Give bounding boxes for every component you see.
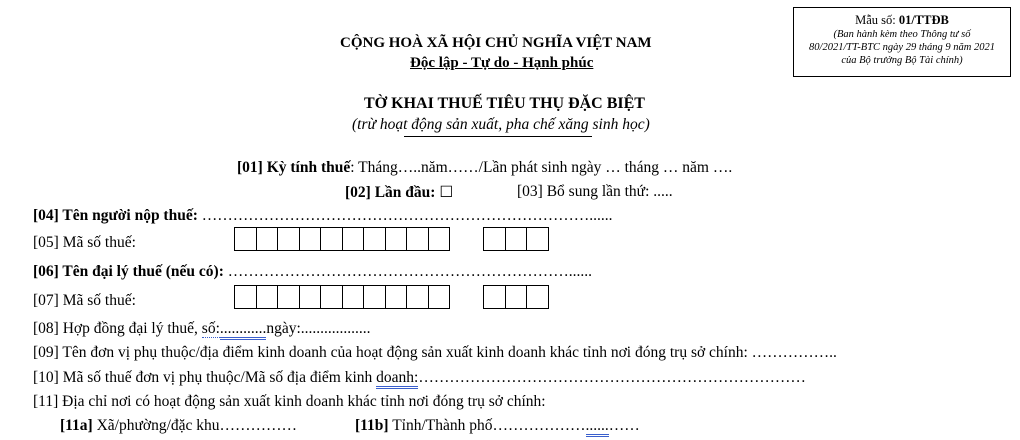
supplement-line: [03] Bổ sung lần thứ: ..... <box>517 183 673 200</box>
taxpayer-name-field[interactable]: …………………………………………………………………...... <box>201 207 613 224</box>
agent-name-field[interactable]: …………………………………………………………...... <box>227 263 593 280</box>
province-field[interactable]: Tỉnh/Thành phố……………… <box>388 417 586 434</box>
agent-tax-id-suffix-boxes[interactable] <box>483 285 548 309</box>
dependent-tax-id-field[interactable]: ………………………………………………………………… <box>418 369 806 386</box>
motto: Độc lập - Tự do - Hạnh phúc <box>410 55 594 71</box>
first-time-label: [02] Lần đầu: <box>345 184 440 201</box>
province-line: [11b] Tỉnh/Thành phố………………......…… <box>355 417 640 435</box>
first-time-line <box>345 183 453 202</box>
tax-id-suffix-boxes[interactable] <box>483 227 548 251</box>
form-code-note-2: 80/2021/TT-BTC ngày 29 tháng 9 năm 2021 <box>809 42 995 53</box>
form-subtitle: (trừ hoạt động sản xuất, pha chế xăng sinh học) <box>352 116 650 133</box>
contract-date-field[interactable]: ngày:.................. <box>266 320 371 337</box>
ward-field[interactable]: Xã/phường/đặc khu…………… <box>92 417 298 434</box>
agent-tax-id-label: [07] Mã số thuế: <box>33 292 136 309</box>
form-code: Mẫu số: 01/TTĐB <box>855 13 949 27</box>
title-divider <box>404 136 592 137</box>
contract-number-field[interactable]: ............ <box>220 320 267 340</box>
ward-line: [11a] Xã/phường/đặc khu…………… <box>60 417 298 434</box>
form-code-box <box>793 7 1011 77</box>
tax-id-boxes[interactable] <box>234 227 449 251</box>
agent-tax-id-boxes[interactable] <box>234 285 449 309</box>
taxpayer-name-line: [04] Tên người nộp thuế: …………………………………………………………………...... <box>33 207 613 224</box>
dependent-unit-line: [09] Tên đơn vị phụ thuộc/địa điểm kinh doanh của hoạt động sản xuất kinh doanh khác tỉnh nơi đóng trụ sở chính: …………….. <box>33 344 837 361</box>
address-line: [11] Địa chỉ nơi có hoạt động sản xuất kinh doanh khác tỉnh nơi đóng trụ sở chính: <box>33 393 546 410</box>
form-code-note-3: của Bộ trưởng Bộ Tài chính) <box>841 55 963 66</box>
form-title: TỜ KHAI THUẾ TIÊU THỤ ĐẶC BIỆT <box>364 95 645 112</box>
country-header: CỘNG HOÀ XÃ HỘI CHỦ NGHĨA VIỆT NAM <box>340 35 652 51</box>
form-code-note-1: (Ban hành kèm theo Thông tư số <box>833 29 971 40</box>
dependent-tax-id-line: [10] Mã số thuế đơn vị phụ thuộc/Mã số địa điểm kinh doanh:………………………………………………………………… <box>33 369 806 387</box>
agent-name-line: [06] Tên đại lý thuế (nếu có): …………………………………………………………...... <box>33 263 593 280</box>
contract-line: [08] Hợp đồng đại lý thuế, số:............ngày:.................. <box>33 320 371 338</box>
tax-period-line: [01] Kỳ tính thuế: Tháng…..năm……/Lần phát sinh ngày … tháng … năm …. <box>237 159 733 176</box>
first-time-checkbox[interactable]: ☐ <box>439 184 454 201</box>
tax-id-label: [05] Mã số thuế: <box>33 234 136 251</box>
